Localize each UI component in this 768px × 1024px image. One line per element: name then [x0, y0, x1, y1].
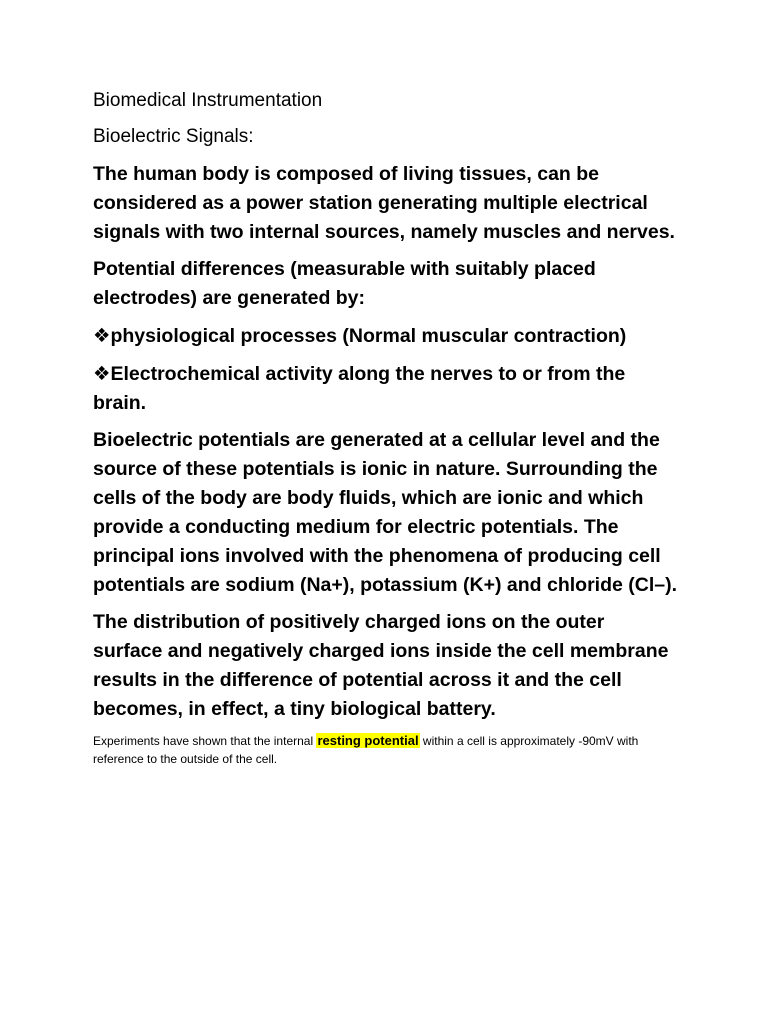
bullet-text: physiological processes (Normal muscular contraction) — [110, 325, 627, 347]
paragraph-bioelectric-potentials: Bioelectric potentials are generated at a cellular level and the source of these potentials is ionic in nature. Surrounding the cells of the body are body fluids, which are ionic and which provide a conducting medium for electric potentials. The principal ions involved with the phenomena of producing cell potentials are sodium (Na+), potassium (K+) and chloride (Cl–). — [93, 429, 678, 596]
diamond-bullet-icon: ❖ — [93, 324, 111, 347]
note-text-before: Experiments have shown that the internal — [93, 734, 317, 748]
document-title: Biomedical Instrumentation — [93, 90, 323, 111]
section-heading: Bioelectric Signals: — [93, 126, 254, 147]
paragraph-ion-distribution: The distribution of positively charged ions on the outer surface and negatively charged ions inside the cell membrane results in the difference of potential across it and the cell becomes, in effect, a tiny biological battery. — [93, 611, 669, 720]
bullet-item — [93, 321, 678, 351]
paragraph-body-power-station: The human body is composed of living tissues, can be considered as a power station generating multiple electrical signals with two internal sources, namely muscles and nerves. — [93, 163, 675, 243]
note-resting-potential — [93, 732, 678, 768]
note-text-after: within a cell is approximately -90mV with reference to the outside of the cell. — [93, 734, 639, 766]
paragraph-potential-differences: Potential differences (measurable with suitably placed electrodes) are generated by: — [93, 258, 596, 309]
bullet-text: Electrochemical activity along the nerves to or from the brain. — [93, 363, 626, 414]
highlighted-term: resting potential — [317, 733, 419, 748]
bullet-item — [93, 359, 678, 418]
diamond-bullet-icon: ❖ — [93, 362, 111, 385]
document-body — [93, 88, 678, 768]
